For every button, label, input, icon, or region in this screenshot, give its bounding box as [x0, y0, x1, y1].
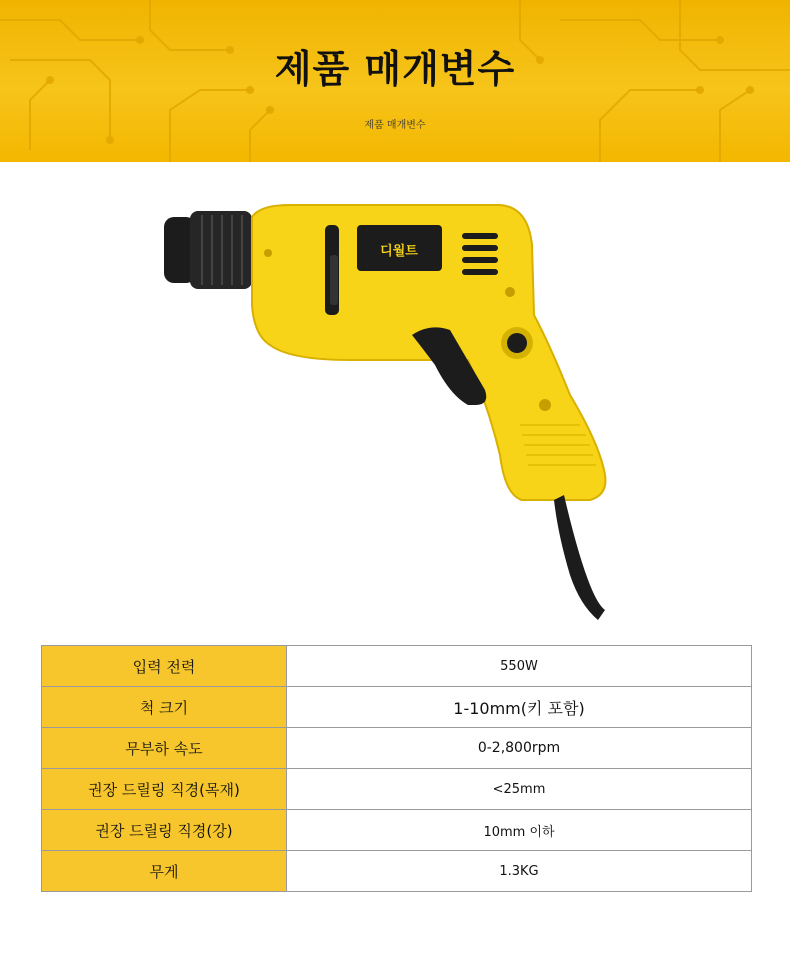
spec-label: 입력 전력	[42, 646, 287, 687]
brand-label: 디월트	[380, 244, 418, 259]
table-row	[42, 687, 752, 728]
spec-label: 무부하 속도	[42, 728, 287, 769]
spec-table	[41, 645, 752, 892]
page-title: 제품 매개변수	[274, 47, 516, 91]
spec-value: 1-10mm(키 포함)	[287, 687, 752, 728]
header-banner	[0, 0, 790, 162]
spec-value: 10mm 이하	[287, 810, 752, 851]
spec-label: 권장 드릴링 직경(목재)	[42, 769, 287, 810]
speed-switch	[507, 333, 527, 353]
table-row	[42, 851, 752, 892]
power-cord	[554, 495, 605, 620]
spec-value: 0-2,800rpm	[287, 728, 752, 769]
table-row	[42, 769, 752, 810]
table-row	[42, 728, 752, 769]
spec-label: 척 크기	[42, 687, 287, 728]
spec-value: 1.3KG	[287, 851, 752, 892]
spec-label: 무게	[42, 851, 287, 892]
table-row	[42, 810, 752, 851]
table-row	[42, 646, 752, 687]
spec-label: 권장 드릴링 직경(강)	[42, 810, 287, 851]
spec-value: 550W	[287, 646, 752, 687]
product-photo	[150, 195, 620, 625]
spec-value: <25mm	[287, 769, 752, 810]
page-subtitle: 제품 매개변수	[364, 120, 426, 131]
